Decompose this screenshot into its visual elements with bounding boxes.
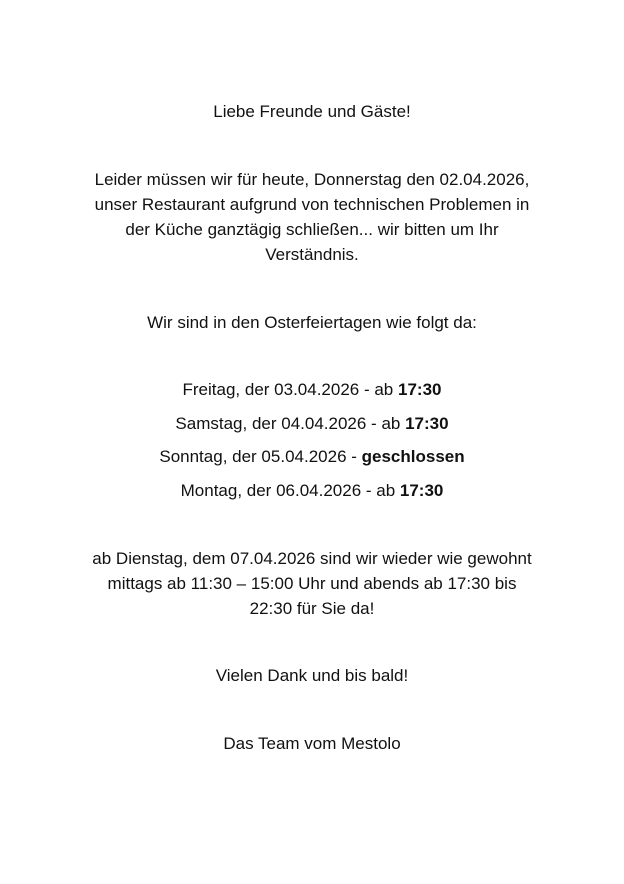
schedule-day: Sonntag, der 05.04.2026 - <box>159 447 362 466</box>
regular-hours-line: mittags ab 11:30 – 15:00 Uhr und abends ab 17:30 bis <box>107 574 517 593</box>
intro-line: Verständnis. <box>265 245 359 264</box>
easter-heading: Wir sind in den Osterfeiertagen wie folgt da: <box>147 313 477 332</box>
intro-line: Leider müssen wir für heute, Donnerstag den 02.04.2026, <box>94 170 530 189</box>
schedule-row-friday <box>0 378 624 402</box>
regular-hours-line: 22:30 für Sie da! <box>249 599 375 618</box>
signature: Das Team vom Mestolo <box>223 734 401 753</box>
greeting: Liebe Freunde und Gäste! <box>213 102 411 121</box>
schedule-row-saturday <box>0 412 624 436</box>
intro-line: unser Restaurant aufgrund von technischen Problemen in <box>94 195 530 214</box>
schedule-time: 17:30 <box>398 380 442 399</box>
schedule-row-monday <box>0 479 624 503</box>
intro-line: der Küche ganztägig schließen... wir bitten um Ihr <box>125 220 499 239</box>
schedule-status: geschlossen <box>361 447 465 466</box>
thanks-text: Vielen Dank und bis bald! <box>215 666 409 685</box>
schedule-row-sunday <box>0 445 624 469</box>
schedule-time: 17:30 <box>405 414 449 433</box>
schedule-day: Montag, der 06.04.2026 - ab <box>180 481 400 500</box>
schedule-time: 17:30 <box>399 481 444 500</box>
regular-hours-line: ab Dienstag, dem 07.04.2026 sind wir wieder wie gewohnt <box>92 549 532 568</box>
schedule-day: Samstag, der 04.04.2026 - ab <box>175 414 406 433</box>
schedule-day: Freitag, der 03.04.2026 - ab <box>182 380 398 399</box>
